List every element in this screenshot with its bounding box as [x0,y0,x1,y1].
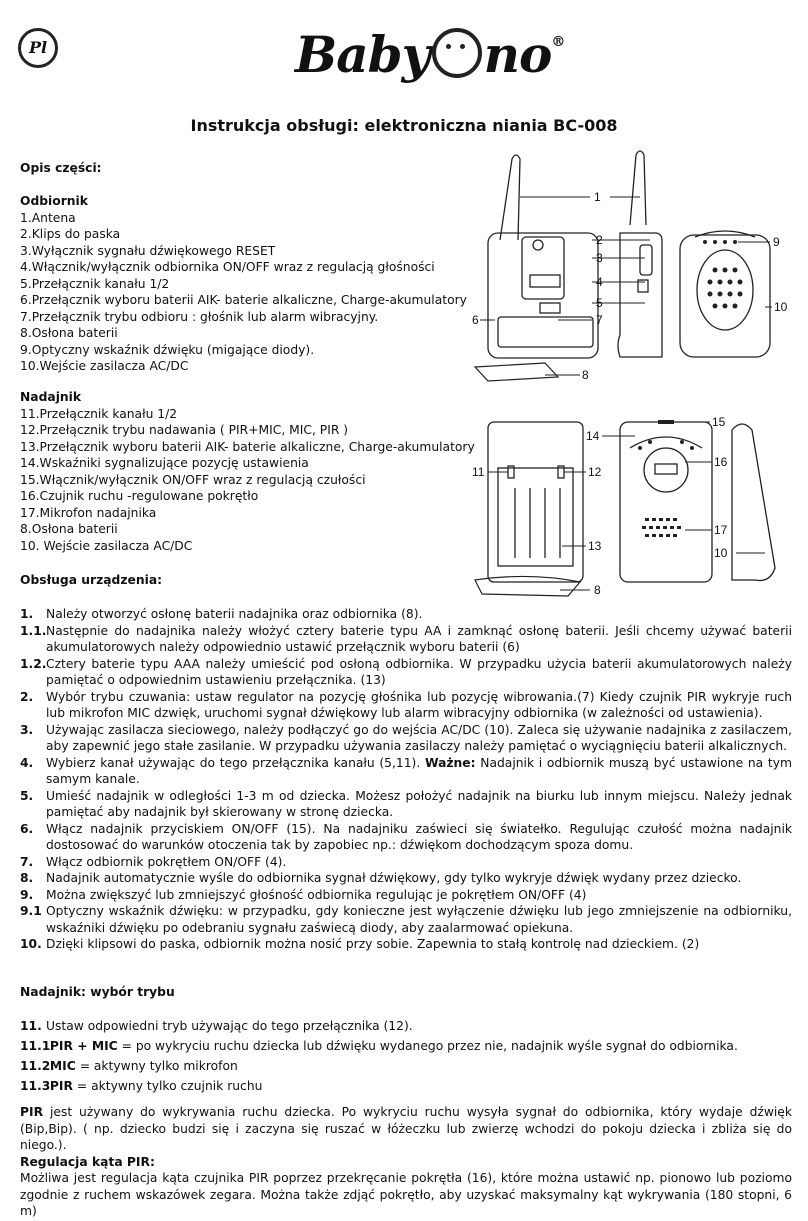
list-item: 12.Przełącznik trybu nadawania ( PIR+MIC, MIC, PIR ) [20,423,349,437]
list-item: 8.Osłona baterii [20,326,118,340]
list-item: 11.Przełącznik kanału 1/2 [20,406,178,421]
receiver-heading: Odbiornik [20,194,88,208]
list-item: 2.Klips do paska [20,227,121,241]
page-title: Instrukcja obsługi: elektroniczna niania BC-008 [190,116,618,135]
fig-label: 8 [594,583,601,597]
list-item: 13.Przełącznik wyboru baterii AIK- baterie alkaliczne, Charge-akumulatory [20,439,475,454]
list-item: 7.Przełącznik trybu odbioru : głośnik lub alarm wibracyjny. [20,309,379,324]
step-item: 1.2. Cztery baterie typu AAA należy umieścić pod osłoną odbiornika. W przypadku użycia baterii akumulatorowych należy pamiętać o odpowiednim ustawieniu przełącznika. (13) [20,656,792,687]
fig-label: 11 [472,465,485,479]
list-item: 4.Włącznik/wyłącznik odbiornika ON/OFF wraz z regulacją głośności [20,260,435,274]
step-item: 9.1 Optyczny wskaźnik dźwięku: w przypadku, gdy konieczne jest wyłączenie dźwięku lub jego zmniejszenie na odbiorniku, wskaźniki dźwięku po odebraniu sygnału zaświecą diody, aby zaalarmować opiekuna. [20,904,792,935]
fig-label: 2 [596,233,603,247]
step-item: 5. Umieść nadajnik w odległości 1-3 m od dziecka. Możesz położyć nadajnik na biurku lub innym miejscu. Należy jednak pamiętać aby nadajnik był skierowany w stronę dziecka. [20,788,792,819]
fig-label: 10 [774,300,788,314]
list-item: 3.Wyłącznik sygnału dźwiękowego RESET [20,243,276,258]
mode-heading: Nadajnik: wybór trybu [20,985,175,999]
registered-mark: ® [551,34,565,50]
brand-left: Baby [295,25,430,84]
fig-label: 6 [472,313,479,327]
step-item: 1. Należy otworzyć osłonę baterii nadajnika oraz odbiornika (8). [20,607,423,621]
receiver-illustration [470,145,800,385]
header-logo [0,18,808,98]
mode-list [20,1016,738,1096]
fig-label: 16 [714,455,728,469]
fig-label: 4 [596,275,603,289]
step-item: 1.1. Następnie do nadajnika należy włożyć cztery baterie typu AA i zamknąć osłonę baterii. Jeśli chcemy używać baterii akumulatorowych należy odpowiednio ustawić przełącznik wyboru baterii (6) [20,623,792,654]
transmitter-section [20,389,475,554]
babyono-logo [295,22,564,84]
usage-steps [20,606,792,953]
list-item: 5.Przełącznik kanału 1/2 [20,276,170,291]
step-item: 6. Włącz nadajnik przyciskiem ON/OFF (15). Na nadajniku zaświeci się światełko. Regulując czułość można nadajnik dostosować do warunków otoczenia tak by zapobiec np.: dźwiękom dochodzącym spoza domu. [20,821,792,852]
list-item: 14.Wskaźniki sygnalizujące pozycję ustawienia [20,456,309,470]
usage-heading: Obsługa urządzenia: [20,573,163,587]
step-item: 3. Używając zasilacza sieciowego, należy podłączyć go do wejścia AC/DC (10). Zaleca się używanie nadajnika z zasilaczem, aby zapewnić jego stałe zasilanie. W przypadku używania zasilaczy należy pamiętać o wyciągnięciu baterii alkalicznych. [20,722,792,753]
list-item: 9.Optyczny wskaźnik dźwięku (migające diody). [20,342,315,357]
list-item: 8.Osłona baterii [20,522,118,536]
step-item: 2. Wybór trybu czuwania: ustaw regulator na pozycję głośnika lub pozycję wibrowania.(7) Kiedy czujnik PIR wykryje ruch lub mikrofon MIC dzwięk, uruchomi sygnał dźwiękowy lub alarm wibracyjny odbiornika (w zależności od ustawienia). [20,689,792,720]
pir-angle-text: Możliwa jest regulacja kąta czujnika PIR poprzez przekręcanie pokrętła (16), które można ustawić np. pionowo lub poziomo zgodnie z ruchem wskazówek zegara. Można także zdjąć pokrętło, aby uzyskać maksymalny kąt wykrywania (180 stopni, 6 m) [20,1171,792,1218]
fig-label: 12 [588,465,602,479]
pir-angle-heading: Regulacja kąta PIR: [20,1154,155,1169]
pir-section [20,1104,792,1220]
step-item: 7. Włącz odbiornik pokrętłem ON/OFF (4). [20,854,287,869]
fig-label: 1 [594,190,601,204]
fig-label: 14 [586,429,600,443]
fig-label: 9 [773,235,780,249]
mode-item: 11.1 PIR + MIC = po wykryciu ruchu dziecka lub dźwięku wydanego przez nie, nadajnik wyśle sygnał do odbiornika. [20,1039,738,1053]
list-item: 10.Wejście zasilacza AC/DC [20,359,189,373]
list-item: 1.Antena [20,210,76,225]
fig-label: 8 [582,368,589,382]
list-item: 16.Czujnik ruchu -regulowane pokrętło [20,489,259,503]
fig-label: 15 [712,415,726,429]
list-item: 10. Wejście zasilacza AC/DC [20,538,193,553]
mode-item: 11. Ustaw odpowiedni tryb używając do tego przełącznika (12). [20,1019,413,1033]
transmitter-heading: Nadajnik [20,390,82,404]
mode-item: 11.2 MIC = aktywny tylko mikrofon [20,1059,238,1073]
fig-label: 17 [714,523,728,537]
parts-heading: Opis części: [20,161,102,175]
receiver-section [20,193,467,375]
transmitter-illustration [470,408,800,603]
fig-label: 5 [596,296,603,310]
step-item: 8. Nadajnik automatycznie wyśle do odbiornika sygnał dźwiękowy, gdy tylko wykryje dźwięk wydany przez dziecko. [20,871,742,885]
list-item: 17.Mikrofon nadajnika [20,505,157,520]
fig-label: 3 [596,251,603,265]
important-label: Ważne: [424,755,476,770]
step-item: 9. Można zwiększyć lub zmniejszyć głośność odbiornika regulując je pokrętłem ON/OFF (4) [20,887,587,902]
list-item: 15.Włącznik/wyłącznik ON/OFF wraz z regulacją czułości [20,472,366,487]
pl-mark-logo: Pl [18,28,58,68]
fig-label: 10 [714,546,728,560]
pir-description: PIR jest używany do wykrywania ruchu dziecka. Po wykryciu ruchu wysyła sygnał do odbiornika, który wydaje dźwięk (Bip,Bip). ( np. dziecko budzi się i zaczyna się ruszać w łóżeczku lub zwierzę wchodzi do pokoju dziecka i zbliża się do niego.). [20,1105,792,1152]
list-item: 6.Przełącznik wyboru baterii AIK- baterie alkaliczne, Charge-akumulatory [20,293,467,307]
step-item: 10. Dzięki klipsowi do paska, odbiornik można nosić przy sobie. Zapewnia to stałą kontrolę nad dzieckiem. (2) [20,937,700,951]
fig-label: 13 [588,539,602,553]
brand-right: no [483,25,552,84]
smiley-o-icon [432,28,482,78]
step-item: 4. Wybierz kanał używając do tego przełącznika kanału (5,11). Ważne: Nadajnik i odbiornik muszą być ustawione na tym samym kanale. [20,755,792,786]
mode-item: 11.3 PIR = aktywny tylko czujnik ruchu [20,1079,263,1093]
fig-label: 7 [596,313,603,327]
